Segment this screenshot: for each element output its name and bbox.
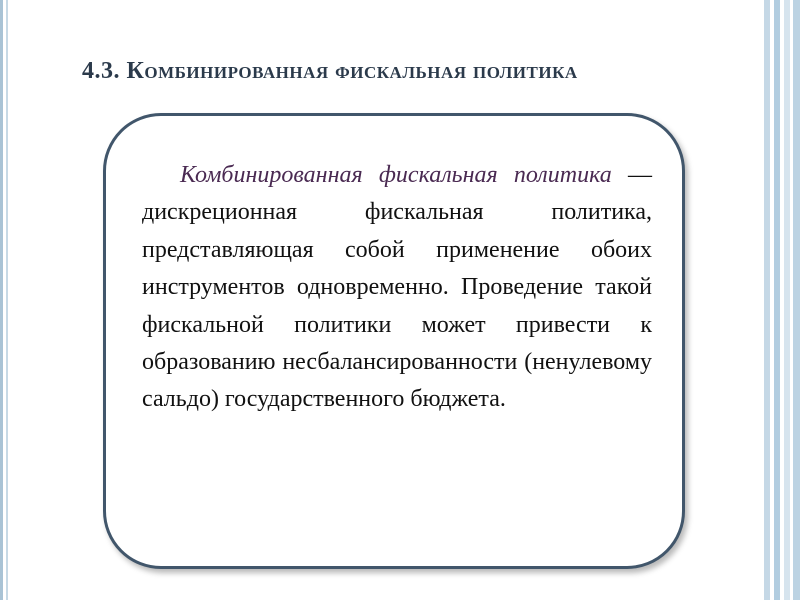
definition-body: — дискреционная фискальная политика, представляющая собой применение обоих инструментов одновременно. Проведение такой фискальной политики может привести к образованию несбалансированности (ненулевому сальдо) государственного бюджета. xyxy=(142,162,652,413)
slide-right-stripes xyxy=(760,0,800,600)
definition-text xyxy=(142,157,652,419)
definition-term: Комбинированная фискальная политика xyxy=(180,162,612,188)
slide-left-frame xyxy=(0,0,10,600)
slide-title: 4.3. Комбинированная фискальная политика xyxy=(82,58,578,84)
